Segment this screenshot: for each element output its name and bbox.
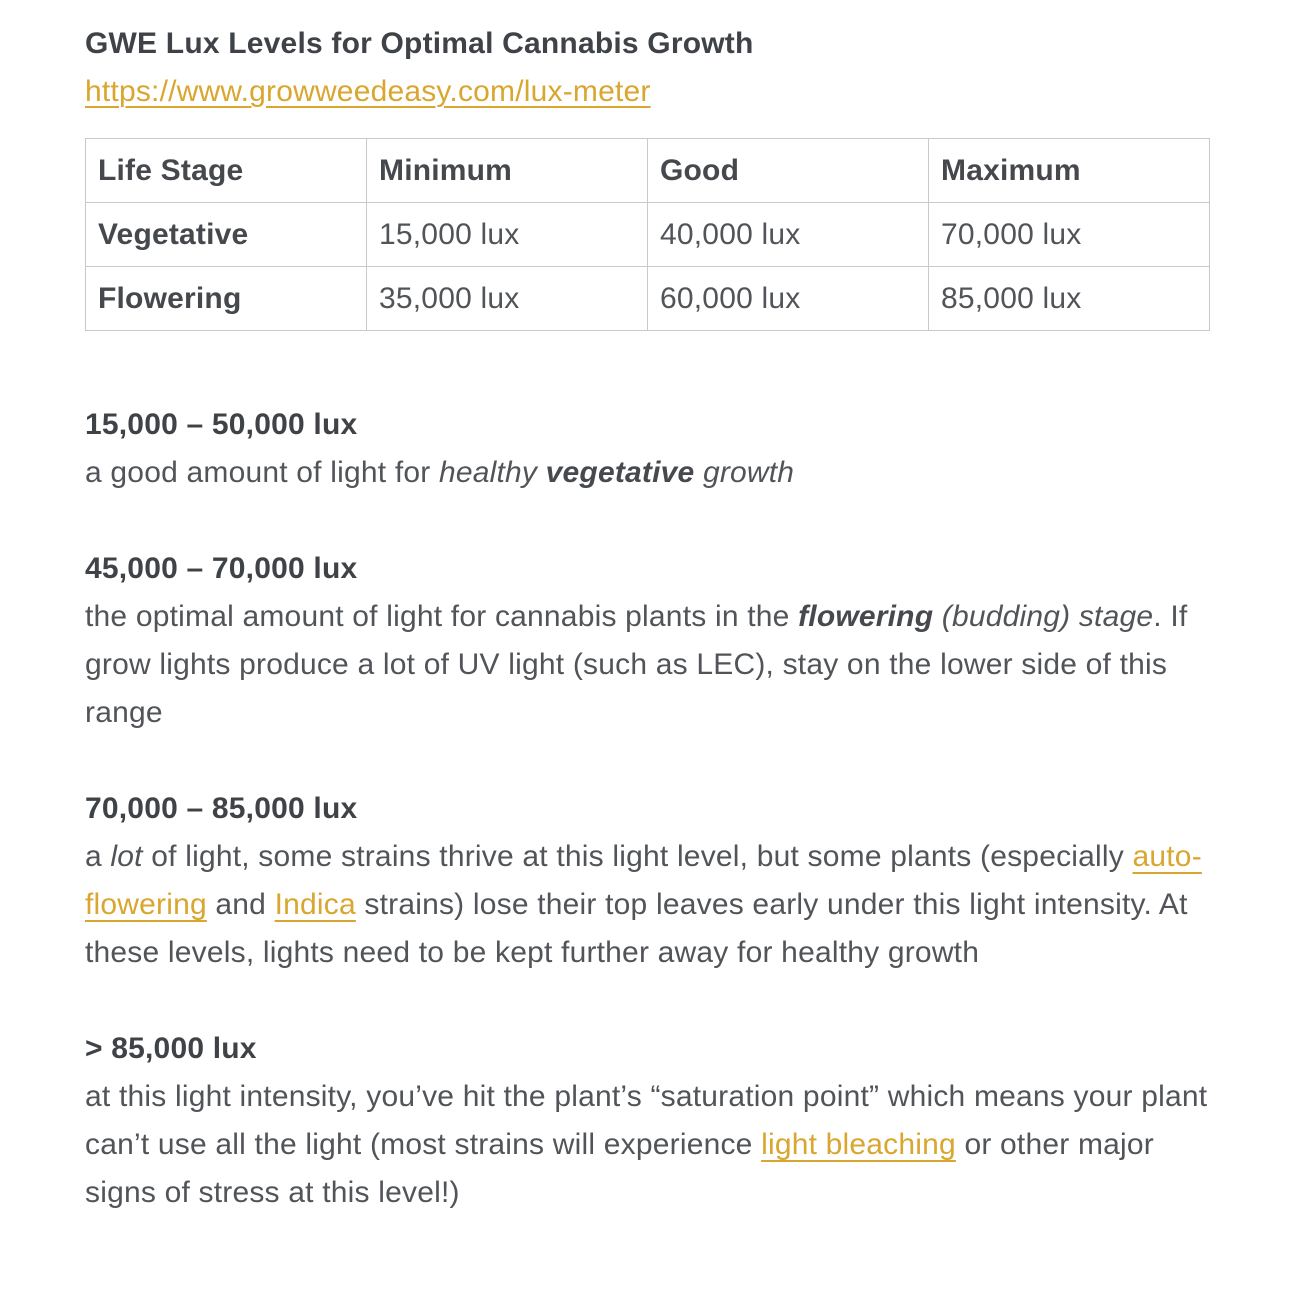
section-flowering-range — [85, 545, 1210, 737]
table-cell-vegetative-good: 40,000 lux — [648, 203, 929, 267]
row-label-flowering: Flowering — [86, 267, 367, 331]
text-segment: a — [85, 840, 111, 873]
section-body — [85, 449, 1210, 497]
italic-text: lot — [110, 840, 143, 873]
table-cell-flowering-maximum: 85,000 lux — [929, 267, 1210, 331]
italic-text: (budding) stage — [933, 600, 1154, 633]
column-header-minimum: Minimum — [367, 139, 648, 203]
light-bleaching-link[interactable]: light bleaching — [761, 1128, 956, 1161]
column-header-life-stage: Life Stage — [86, 139, 367, 203]
section-saturation-point — [85, 1025, 1210, 1217]
italic-text: growth — [694, 456, 795, 489]
section-body — [85, 593, 1210, 737]
text-segment: strains) lose their top leaves early under this light intensity. At these levels, lights need to be kept further away for healthy growth — [85, 888, 1188, 969]
bold-italic-text: flowering — [798, 600, 934, 633]
text-segment: a good amount of light for — [85, 456, 439, 489]
column-header-good: Good — [648, 139, 929, 203]
text-segment: the optimal amount of light for cannabis plants in the — [85, 600, 799, 633]
table-row-vegetative — [86, 203, 1210, 267]
section-heading: 70,000 – 85,000 lux — [85, 792, 358, 825]
text-segment: of light, some strains thrive at this light level, but some plants (especially — [142, 840, 1133, 873]
section-heading: 45,000 – 70,000 lux — [85, 552, 358, 585]
section-body — [85, 1073, 1210, 1217]
text-segment: and — [206, 888, 275, 921]
lux-levels-table — [85, 138, 1210, 331]
italic-text: healthy — [438, 456, 546, 489]
table-header-row — [86, 139, 1210, 203]
table-cell-flowering-minimum: 35,000 lux — [367, 267, 648, 331]
lux-range-sections — [85, 401, 1210, 1217]
section-high-light-range — [85, 785, 1210, 977]
section-vegetative-range — [85, 401, 1210, 497]
page-title: GWE Lux Levels for Optimal Cannabis Growth — [85, 27, 754, 60]
table-cell-vegetative-minimum: 15,000 lux — [367, 203, 648, 267]
indica-link[interactable]: Indica — [274, 888, 356, 921]
table-row-flowering — [86, 267, 1210, 331]
text-segment: . If grow lights produce a lot of UV light (such as LEC), stay on the lower side of this range — [85, 600, 1188, 729]
table-cell-flowering-good: 60,000 lux — [648, 267, 929, 331]
section-body — [85, 833, 1210, 977]
text-segment: at this light intensity, you’ve hit the plant’s “saturation point” which means your plant can’t use all the light (most strains will experience — [85, 1080, 1208, 1161]
column-header-maximum: Maximum — [929, 139, 1210, 203]
auto-flowering-link[interactable]: auto-flowering — [85, 840, 1202, 921]
source-url-link[interactable]: https://www.growweedeasy.com/lux-meter — [85, 75, 651, 108]
section-heading: 15,000 – 50,000 lux — [85, 408, 358, 441]
text-segment: or other major signs of stress at this level!) — [85, 1128, 1154, 1209]
table-cell-vegetative-maximum: 70,000 lux — [929, 203, 1210, 267]
section-heading: > 85,000 lux — [85, 1032, 257, 1065]
bold-italic-text: vegetative — [545, 456, 695, 489]
row-label-vegetative: Vegetative — [86, 203, 367, 267]
